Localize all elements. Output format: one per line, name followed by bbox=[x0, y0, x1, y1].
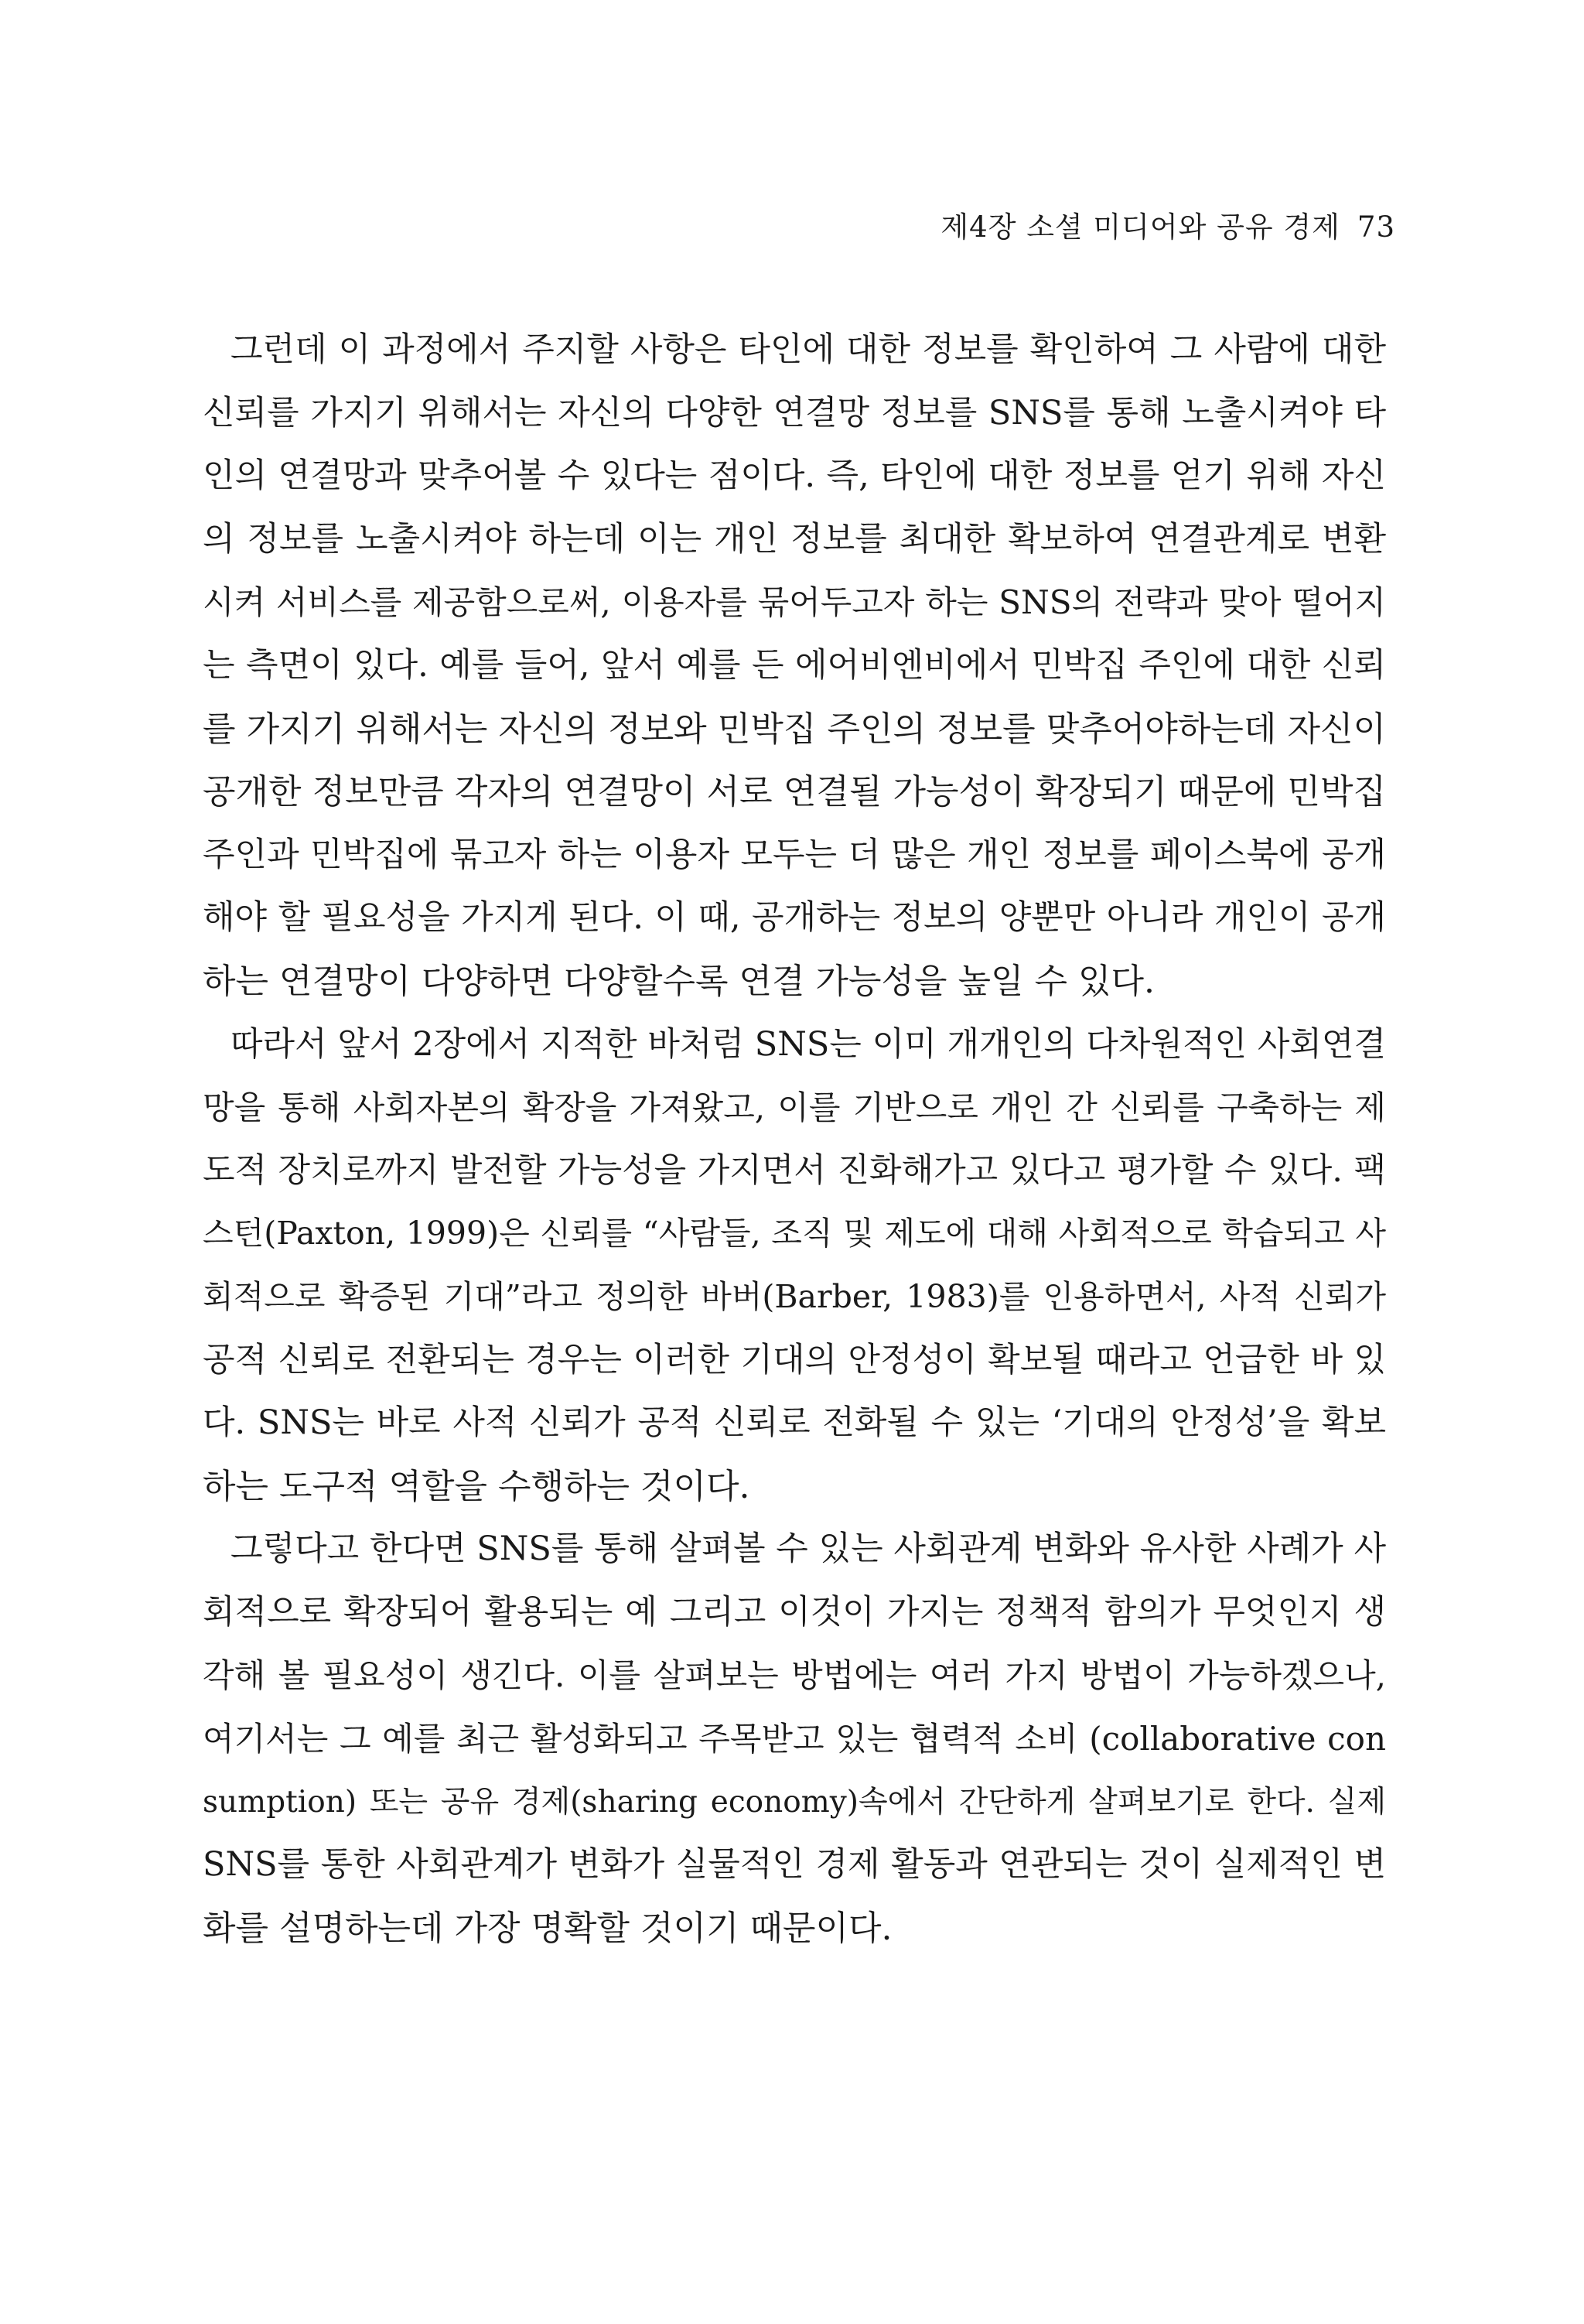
paragraph-3-line-2: 회적으로 확장되어 활용되는 예 그리고 이것이 가지는 정책적 함의가 무엇인지 생 bbox=[203, 1592, 1386, 1632]
paragraph-1-line-11: 하는 연결망이 다양하면 다양할수록 연결 가능성을 높일 수 있다. bbox=[203, 961, 1155, 1001]
paragraph-1-line-10: 해야 할 필요성을 가지게 된다. 이 때, 공개하는 정보의 양뿐만 아니라 개인이 공개 bbox=[203, 898, 1386, 938]
paragraph-1-line-2: 신뢰를 가지기 위해서는 자신의 다양한 연결망 정보를 SNS를 통해 노출시켜야 타 bbox=[203, 393, 1386, 432]
paragraph-2-line-3: 도적 장치로까지 발전할 가능성을 가지면서 진화해가고 있다고 평가할 수 있다. 팩 bbox=[203, 1150, 1386, 1190]
paragraph-3-line-1: 그렇다고 한다면 SNS를 통해 살펴볼 수 있는 사회관계 변화와 유사한 사례가 사 bbox=[230, 1529, 1386, 1569]
paragraph-3-line-5: sumption) 또는 공유 경제(sharing economy)속에서 간단하게 살펴보기로 한다. 실제 bbox=[203, 1784, 1386, 1820]
paragraph-2-line-6: 공적 신뢰로 전환되는 경우는 이러한 기대의 안정성이 확보될 때라고 언급한 바 있 bbox=[203, 1340, 1386, 1379]
chapter-title: 제4장 소셜 미디어와 공유 경제 bbox=[940, 210, 1340, 244]
paragraph-1-line-7: 를 가지기 위해서는 자신의 정보와 민박집 주인의 정보를 맞추어야하는데 자신이 bbox=[203, 709, 1386, 749]
paragraph-3-line-4: 여기서는 그 예를 최근 활성화되고 주목받고 있는 협력적 소비 (collaborative con bbox=[203, 1720, 1386, 1758]
paragraph-3-line-7: 화를 설명하는데 가장 명확할 것이기 때문이다. bbox=[203, 1908, 893, 1948]
paragraph-1-line-6: 는 측면이 있다. 예를 들어, 앞서 예를 든 에어비엔비에서 민박집 주인에 대한 신뢰 bbox=[203, 645, 1386, 685]
paragraph-2-line-2: 망을 통해 사회자본의 확장을 가져왔고, 이를 기반으로 개인 간 신뢰를 구축하는 제 bbox=[203, 1089, 1386, 1127]
paragraph-1-line-1: 그런데 이 과정에서 주지할 사항은 타인에 대한 정보를 확인하여 그 사람에 대한 bbox=[230, 330, 1386, 369]
paragraph-2-line-8: 하는 도구적 역할을 수행하는 것이다. bbox=[203, 1466, 750, 1506]
paragraph-1-line-5: 시켜 서비스를 제공함으로써, 이용자를 묶어두고자 하는 SNS의 전략과 맞아 떨어지 bbox=[203, 583, 1386, 622]
paragraph-1-line-3: 인의 연결망과 맞추어볼 수 있다는 점이다. 즉, 타인에 대한 정보를 얻기 위해 자신 bbox=[203, 456, 1386, 496]
body-text bbox=[203, 319, 1386, 1960]
paragraph-1-line-9: 주인과 민박집에 묶고자 하는 이용자 모두는 더 많은 개인 정보를 페이스북에 공개 bbox=[203, 835, 1386, 874]
paragraph-1-line-8: 공개한 정보만큼 각자의 연결망이 서로 연결될 가능성이 확장되기 때문에 민박집 bbox=[203, 772, 1386, 812]
paragraph-2-line-5: 회적으로 확증된 기대”라고 정의한 바버(Barber, 1983)를 인용하면서, 사적 신뢰가 bbox=[203, 1277, 1386, 1315]
paragraph-3-line-3: 각해 볼 필요성이 생긴다. 이를 살펴보는 방법에는 여러 가지 방법이 가능하겠으나, bbox=[203, 1656, 1386, 1695]
paragraph-2-line-7: 다. SNS는 바로 사적 신뢰가 공적 신뢰로 전화될 수 있는 ‘기대의 안정성’을 확보 bbox=[203, 1403, 1386, 1443]
paragraph-2-line-4: 스턴(Paxton, 1999)은 신뢰를 “사람들, 조직 및 제도에 대해 사회적으로 학습되고 사 bbox=[203, 1215, 1386, 1253]
paragraph-3-line-6: SNS를 통한 사회관계가 변화가 실물적인 경제 활동과 연관되는 것이 실제적인 변 bbox=[203, 1845, 1386, 1885]
page-number: 73 bbox=[1357, 210, 1395, 244]
running-header bbox=[940, 210, 1395, 244]
paragraph-2-line-1: 따라서 앞서 2장에서 지적한 바처럼 SNS는 이미 개개인의 다차원적인 사회연결 bbox=[230, 1024, 1386, 1064]
paragraph-1-line-4: 의 정보를 노출시켜야 하는데 이는 개인 정보를 최대한 확보하여 연결관계로 변환 bbox=[203, 519, 1386, 559]
